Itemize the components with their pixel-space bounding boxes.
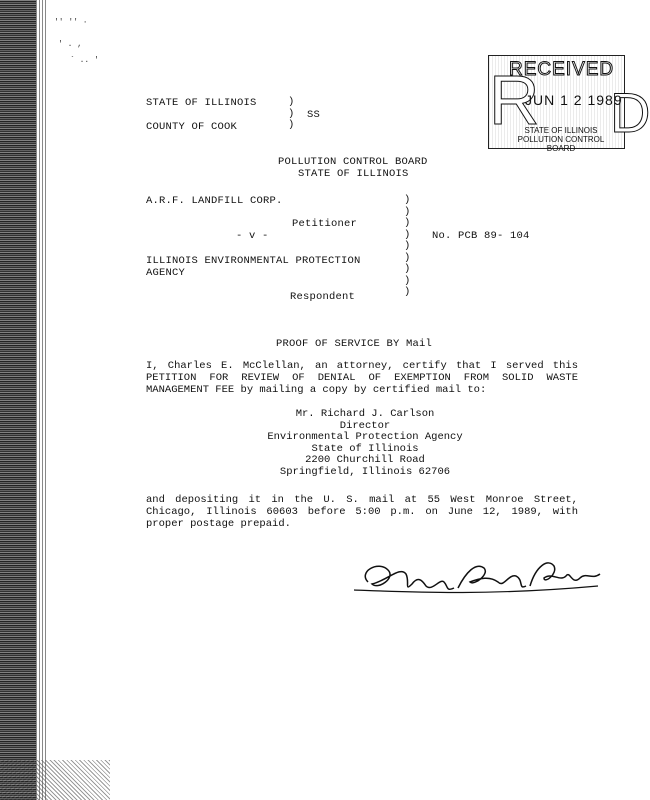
stamp-title: RECEIVED — [509, 59, 615, 80]
venue-brace: ) ) ) — [288, 96, 295, 131]
petitioner-name: A.R.F. LANDFILL CORP. — [146, 195, 283, 207]
addressee-line: Director — [339, 419, 391, 432]
addressee-line: Environmental Protection Agency — [267, 431, 463, 444]
venue-ss: SS — [307, 109, 321, 121]
respondent-name-line-1: ILLINOIS ENVIRONMENTAL PROTECTION — [146, 255, 361, 267]
certification-paragraph: I, Charles E. McClellan, an attorney, certify that I served this PETITION FOR REVIEW OF DENIAL OF EXEMPTION FROM SOLID WASTE MANAGEMENT FEE by mailing a copy by certified mail to: — [146, 360, 578, 396]
scan-speck: ` .. ' — [70, 56, 99, 65]
addressee-line: Springfield, Illinois 62706 — [279, 465, 451, 478]
caption-brace: ) ) ) ) ) ) ) ) ) — [404, 194, 411, 298]
venue-county: COUNTY OF COOK — [146, 121, 238, 133]
addressee-block — [230, 409, 500, 479]
addressee-line: 2200 Churchill Road — [305, 454, 425, 467]
scan-speck: '' '' · — [54, 18, 88, 27]
venue-state: STATE OF ILLINOIS — [146, 97, 257, 109]
scan-edge-bottom — [0, 760, 110, 800]
stamp-line-2: POLLUTION CONTROL BOARD — [517, 135, 605, 153]
respondent-name-line-2: AGENCY — [146, 267, 186, 279]
board-name: POLLUTION CONTROL BOARD — [278, 156, 428, 168]
mailing-paragraph: and depositing it in the U. S. mail at 55 West Monroe Street, Chicago, Illinois 60603 before 5:00 p.m. on June 12, 1989, with proper postage prepaid. — [146, 494, 578, 530]
received-stamp — [488, 55, 650, 153]
stamp-r-letter: R — [489, 61, 540, 139]
proof-heading: PROOF OF SERVICE BY Mail — [276, 338, 433, 350]
handwritten-signature — [348, 552, 608, 602]
case-number: No. PCB 89- 104 — [432, 230, 530, 242]
board-state: STATE OF ILLINOIS — [298, 168, 409, 180]
petitioner-role: Petitioner — [292, 218, 358, 230]
stamp-d-letter: D — [610, 81, 650, 144]
scan-edge-left — [0, 0, 36, 800]
scan-speck: ' . , — [58, 40, 83, 49]
versus: - v - — [236, 230, 269, 242]
respondent-role: Respondent — [290, 291, 356, 303]
addressee-line: Mr. Richard J. Carlson — [295, 408, 435, 420]
stamp-date: JUN 1 2 1989 — [525, 92, 623, 108]
stamp-line-1: STATE OF ILLINOIS — [524, 126, 598, 135]
addressee-line: State of Illinois — [311, 442, 419, 455]
